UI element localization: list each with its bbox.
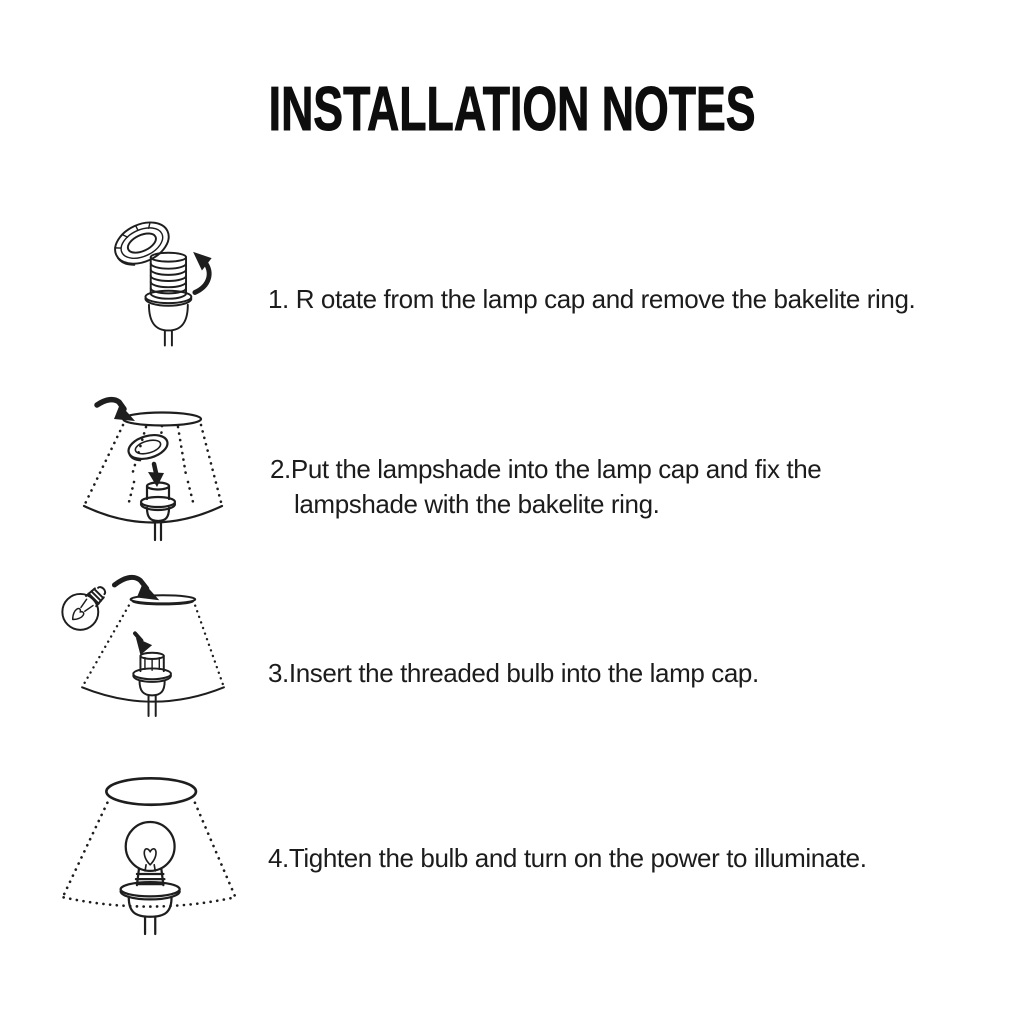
lampshade-into-cap-icon	[76, 394, 226, 544]
page-title: INSTALLATION NOTES	[268, 75, 756, 144]
step-4-text-line-1: 4.Tighten the bulb and turn on the power to illuminate.	[268, 843, 867, 873]
step-3-text-line-1: 3.Insert the threaded bulb into the lamp cap.	[268, 658, 759, 688]
step-2-text-line-1: 2.Put the lampshade into the lamp cap and fix the	[270, 454, 822, 484]
step-4-text	[268, 841, 867, 876]
step-3-illustration	[48, 572, 232, 720]
rotate-arrow-icon	[193, 252, 212, 293]
down-arrow-icon	[135, 633, 152, 655]
assembled-lamp-icon	[45, 763, 239, 931]
lamp-cap-socket	[133, 653, 171, 716]
step-2-illustration	[76, 394, 226, 544]
bulb-into-cap-icon	[48, 572, 232, 720]
light-bulb	[126, 822, 175, 885]
lamp-cap-socket	[121, 882, 180, 934]
bakelite-ring	[108, 214, 175, 271]
step-1-text-line-1: 1. R otate from the lamp cap and remove the bakelite ring.	[268, 284, 916, 314]
lamp-cap-rotate-icon	[96, 199, 224, 356]
step-1-illustration	[96, 199, 224, 356]
step-2-text-line-2: lampshade with the bakelite ring.	[294, 489, 660, 519]
lamp-cap	[141, 483, 175, 541]
threaded-lamp-cap	[145, 253, 191, 346]
insert-arrow-icon	[97, 400, 135, 421]
step-2-text	[270, 452, 821, 522]
lampshade-outline	[82, 595, 224, 701]
step-4-illustration	[45, 763, 239, 931]
filament	[69, 607, 84, 622]
bakelite-ring	[126, 431, 171, 463]
light-bulb	[55, 576, 116, 637]
lampshade-outline	[64, 778, 235, 906]
step-3-text	[268, 656, 759, 691]
filament	[144, 849, 156, 865]
step-1-text	[268, 282, 915, 317]
